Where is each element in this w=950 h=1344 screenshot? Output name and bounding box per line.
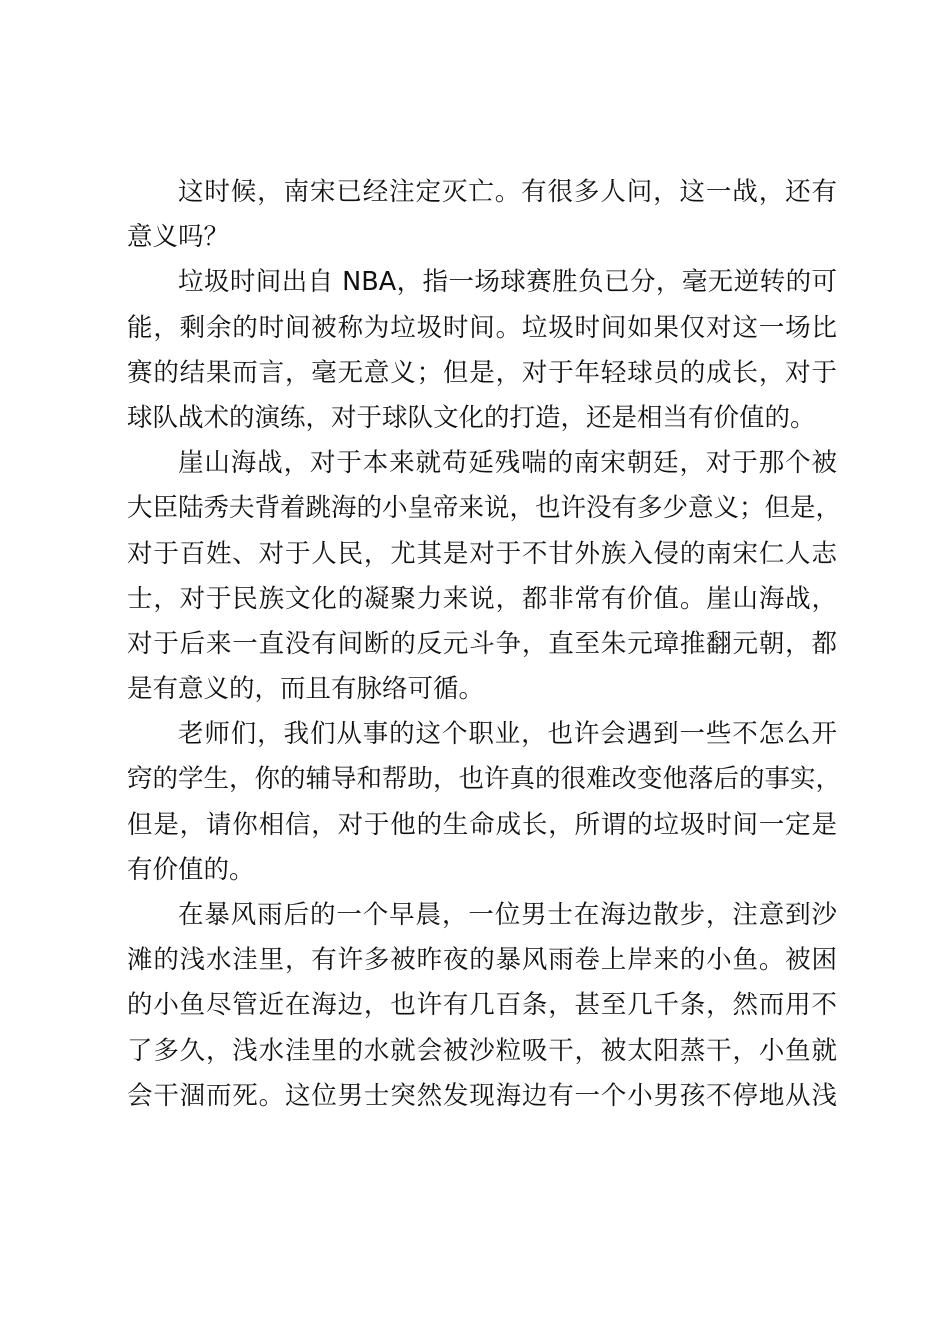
- text-line: 能，剩余的时间被称为垃圾时间。垃圾时间如果仅对这一场比: [127, 312, 837, 343]
- document-body: [127, 170, 842, 1119]
- paragraph-3: [127, 441, 842, 712]
- text-line: 士，对于民族文化的凝聚力来说，都非常有价值。崖山海战，: [127, 583, 837, 614]
- text-line: 但是，请你相信，对于他的生命成长，所谓的垃圾时间一定是: [127, 809, 837, 840]
- text-line: 垃圾时间出自 NBA，指一场球赛胜负已分，毫无逆转的可: [178, 267, 837, 298]
- text-line: 有价值的。: [127, 854, 255, 885]
- text-line: 大臣陆秀夫背着跳海的小皇帝来说，也许没有多少意义；但是，: [127, 493, 842, 524]
- paragraph-1: [127, 170, 837, 260]
- text-line: 窍的学生，你的辅导和帮助，也许真的很难改变他落后的事实，: [127, 764, 842, 795]
- text-line: 崖山海战，对于本来就苟延残喘的南宋朝廷，对于那个被: [178, 448, 837, 479]
- text-line: 是有意义的，而且有脉络可循。: [127, 674, 485, 705]
- text-line: 球队战术的演练，对于球队文化的打造，还是相当有价值的。: [127, 402, 816, 433]
- text-line: 的小鱼尽管近在海边，也许有几百条，甚至几千条，然而用不: [127, 990, 837, 1021]
- paragraph-5: [127, 893, 837, 1119]
- text-line: 了多久，浅水洼里的水就会被沙粒吸干，被太阳蒸干，小鱼就: [127, 1035, 837, 1066]
- paragraph-4: [127, 712, 842, 893]
- text-line: 滩的浅水洼里，有许多被昨夜的暴风雨卷上岸来的小鱼。被困: [127, 945, 837, 976]
- text-line: 这时候，南宋已经注定灭亡。有很多人问，这一战，还有: [178, 177, 837, 207]
- text-line: 老师们，我们从事的这个职业，也许会遇到一些不怎么开: [178, 719, 837, 750]
- text-line: 对于后来一直没有间断的反元斗争，直至朱元璋推翻元朝，都: [127, 628, 837, 659]
- text-line: 赛的结果而言，毫无意义；但是，对于年轻球员的成长，对于: [127, 357, 837, 388]
- text-line: 会干涸而死。这位男士突然发现海边有一个小男孩不停地从浅: [127, 1080, 837, 1111]
- text-line: 对于百姓、对于人民，尤其是对于不甘外族入侵的南宋仁人志: [127, 538, 837, 569]
- text-line: 在暴风雨后的一个早晨，一位男士在海边散步，注意到沙: [178, 900, 837, 930]
- text-line: 意义吗？: [127, 222, 230, 253]
- paragraph-2: [127, 260, 837, 441]
